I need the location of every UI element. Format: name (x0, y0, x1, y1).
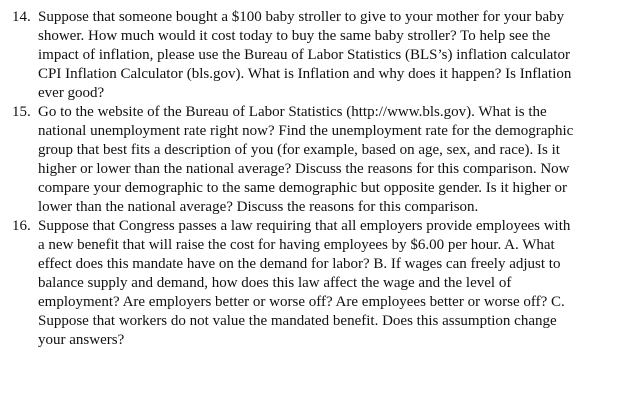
text-line: impact of inflation, please use the Bureau of Labor Statistics (BLS’s) inflation calculator (38, 47, 570, 63)
question-number: 16. (12, 218, 31, 234)
question-number: 14. (12, 9, 31, 25)
question-16 (12, 217, 612, 350)
question-text (38, 103, 612, 217)
text-line: shower. How much would it cost today to buy the same baby stroller? To help see the (38, 28, 551, 44)
text-line: employment? Are employers better or worse off? Are employees better or worse off? C. (38, 294, 565, 310)
text-line: balance supply and demand, how does this law affect the wage and the level of (38, 275, 512, 291)
question-15 (12, 103, 612, 217)
text-line: ever good? (38, 85, 105, 101)
text-line: Suppose that someone bought a $100 baby stroller to give to your mother for your baby (38, 9, 565, 25)
text-line: Suppose that workers do not value the mandated benefit. Does this assumption change (38, 313, 557, 329)
text-line: lower than the national average? Discuss the reasons for this comparison. (38, 199, 479, 215)
text-line: CPI Inflation Calculator (bls.gov). What is Inflation and why does it happen? Is Inflation (38, 66, 572, 82)
text-line: effect does this mandate have on the demand for labor? B. If wages can freely adjust to (38, 256, 561, 272)
text-line: Go to the website of the Bureau of Labor Statistics (http://www.bls.gov). What is the (38, 104, 547, 120)
text-line: group that best fits a description of you (for example, based on age, sex, and race). Is it (38, 142, 560, 158)
text-line: your answers? (38, 332, 125, 348)
question-number: 15. (12, 104, 31, 120)
text-line: compare your demographic to the same demographic but opposite gender. Is it higher or (38, 180, 568, 196)
question-list (12, 8, 612, 350)
question-14 (12, 8, 612, 103)
text-line: a new benefit that will raise the cost for having employees by $6.00 per hour. A. What (38, 237, 555, 253)
question-text (38, 8, 612, 103)
question-text (38, 217, 612, 350)
text-line: higher or lower than the national average? Discuss the reasons for this comparison. Now (38, 161, 570, 177)
text-line: Suppose that Congress passes a law requiring that all employers provide employees with (38, 218, 571, 234)
text-line: national unemployment rate right now? Find the unemployment rate for the demographic (38, 123, 574, 139)
